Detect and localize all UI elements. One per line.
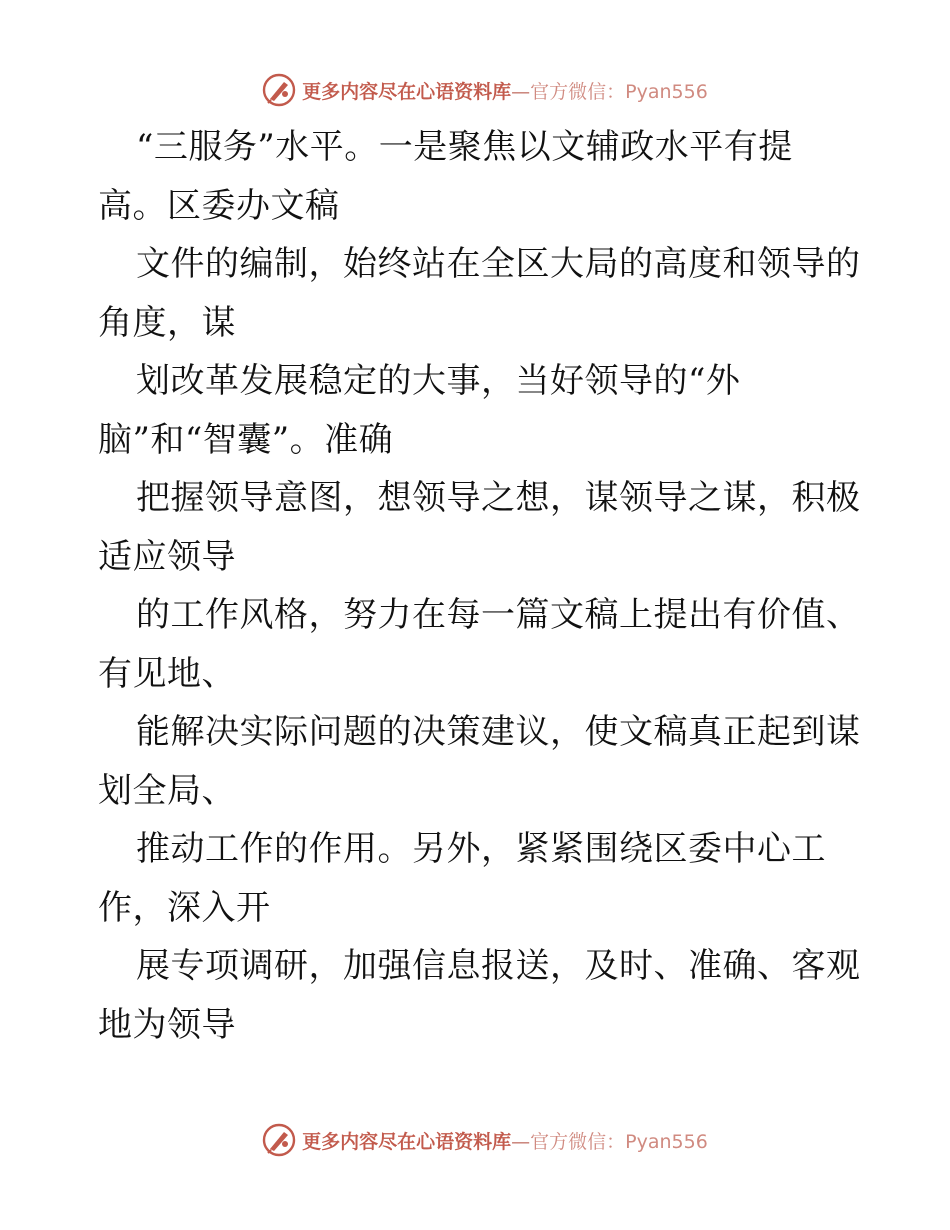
text-line: 脑”和“智囊”。准确 [98,419,394,460]
text-line: 能解决实际问题的决策建议，使文稿真正起到谋 [136,712,861,752]
text-line: 的工作风格，努力在每一篇文稿上提出有价值、 [136,595,861,635]
text-line: “三服务”水平。一是聚焦以文辅政水平有提 [136,127,793,167]
wechat-text: 官方微信：Pyan556 [530,80,708,103]
header-banner [0,68,950,112]
text-line: 角度，谋 [98,302,236,343]
text-line: 适应领导 [98,536,236,577]
banner-dash: — [511,1130,531,1153]
quill-pen-seal-icon [262,73,296,107]
text-line: 地为领导 [98,1004,236,1045]
header-banner-text [302,77,708,104]
brand-text: 更多内容尽在心语资料库 [302,1130,512,1153]
document-body [98,118,868,1054]
text-line: 推动工作的作用。另外，紧紧围绕区委中心工 [136,829,826,869]
text-line: 作，深入开 [98,887,271,928]
text-line: 划改革发展稳定的大事，当好领导的“外 [136,361,741,401]
footer-banner-content [262,1123,708,1157]
text-line: 展专项调研，加强信息报送，及时、准确、客观 [136,946,861,986]
header-banner-content [262,73,708,107]
text-line: 文件的编制，始终站在全区大局的高度和领导的 [136,244,861,284]
text-line: 高。区委办文稿 [98,185,340,226]
text-line: 划全局、 [98,770,236,811]
footer-banner [0,1118,950,1162]
text-line: 把握领导意图，想领导之想，谋领导之谋，积极 [136,478,861,518]
banner-dash: — [511,80,531,103]
wechat-text: 官方微信：Pyan556 [530,1130,708,1153]
quill-pen-seal-icon [262,1123,296,1157]
text-line: 有见地、 [98,653,236,694]
brand-text: 更多内容尽在心语资料库 [302,80,512,103]
footer-banner-text [302,1127,708,1154]
